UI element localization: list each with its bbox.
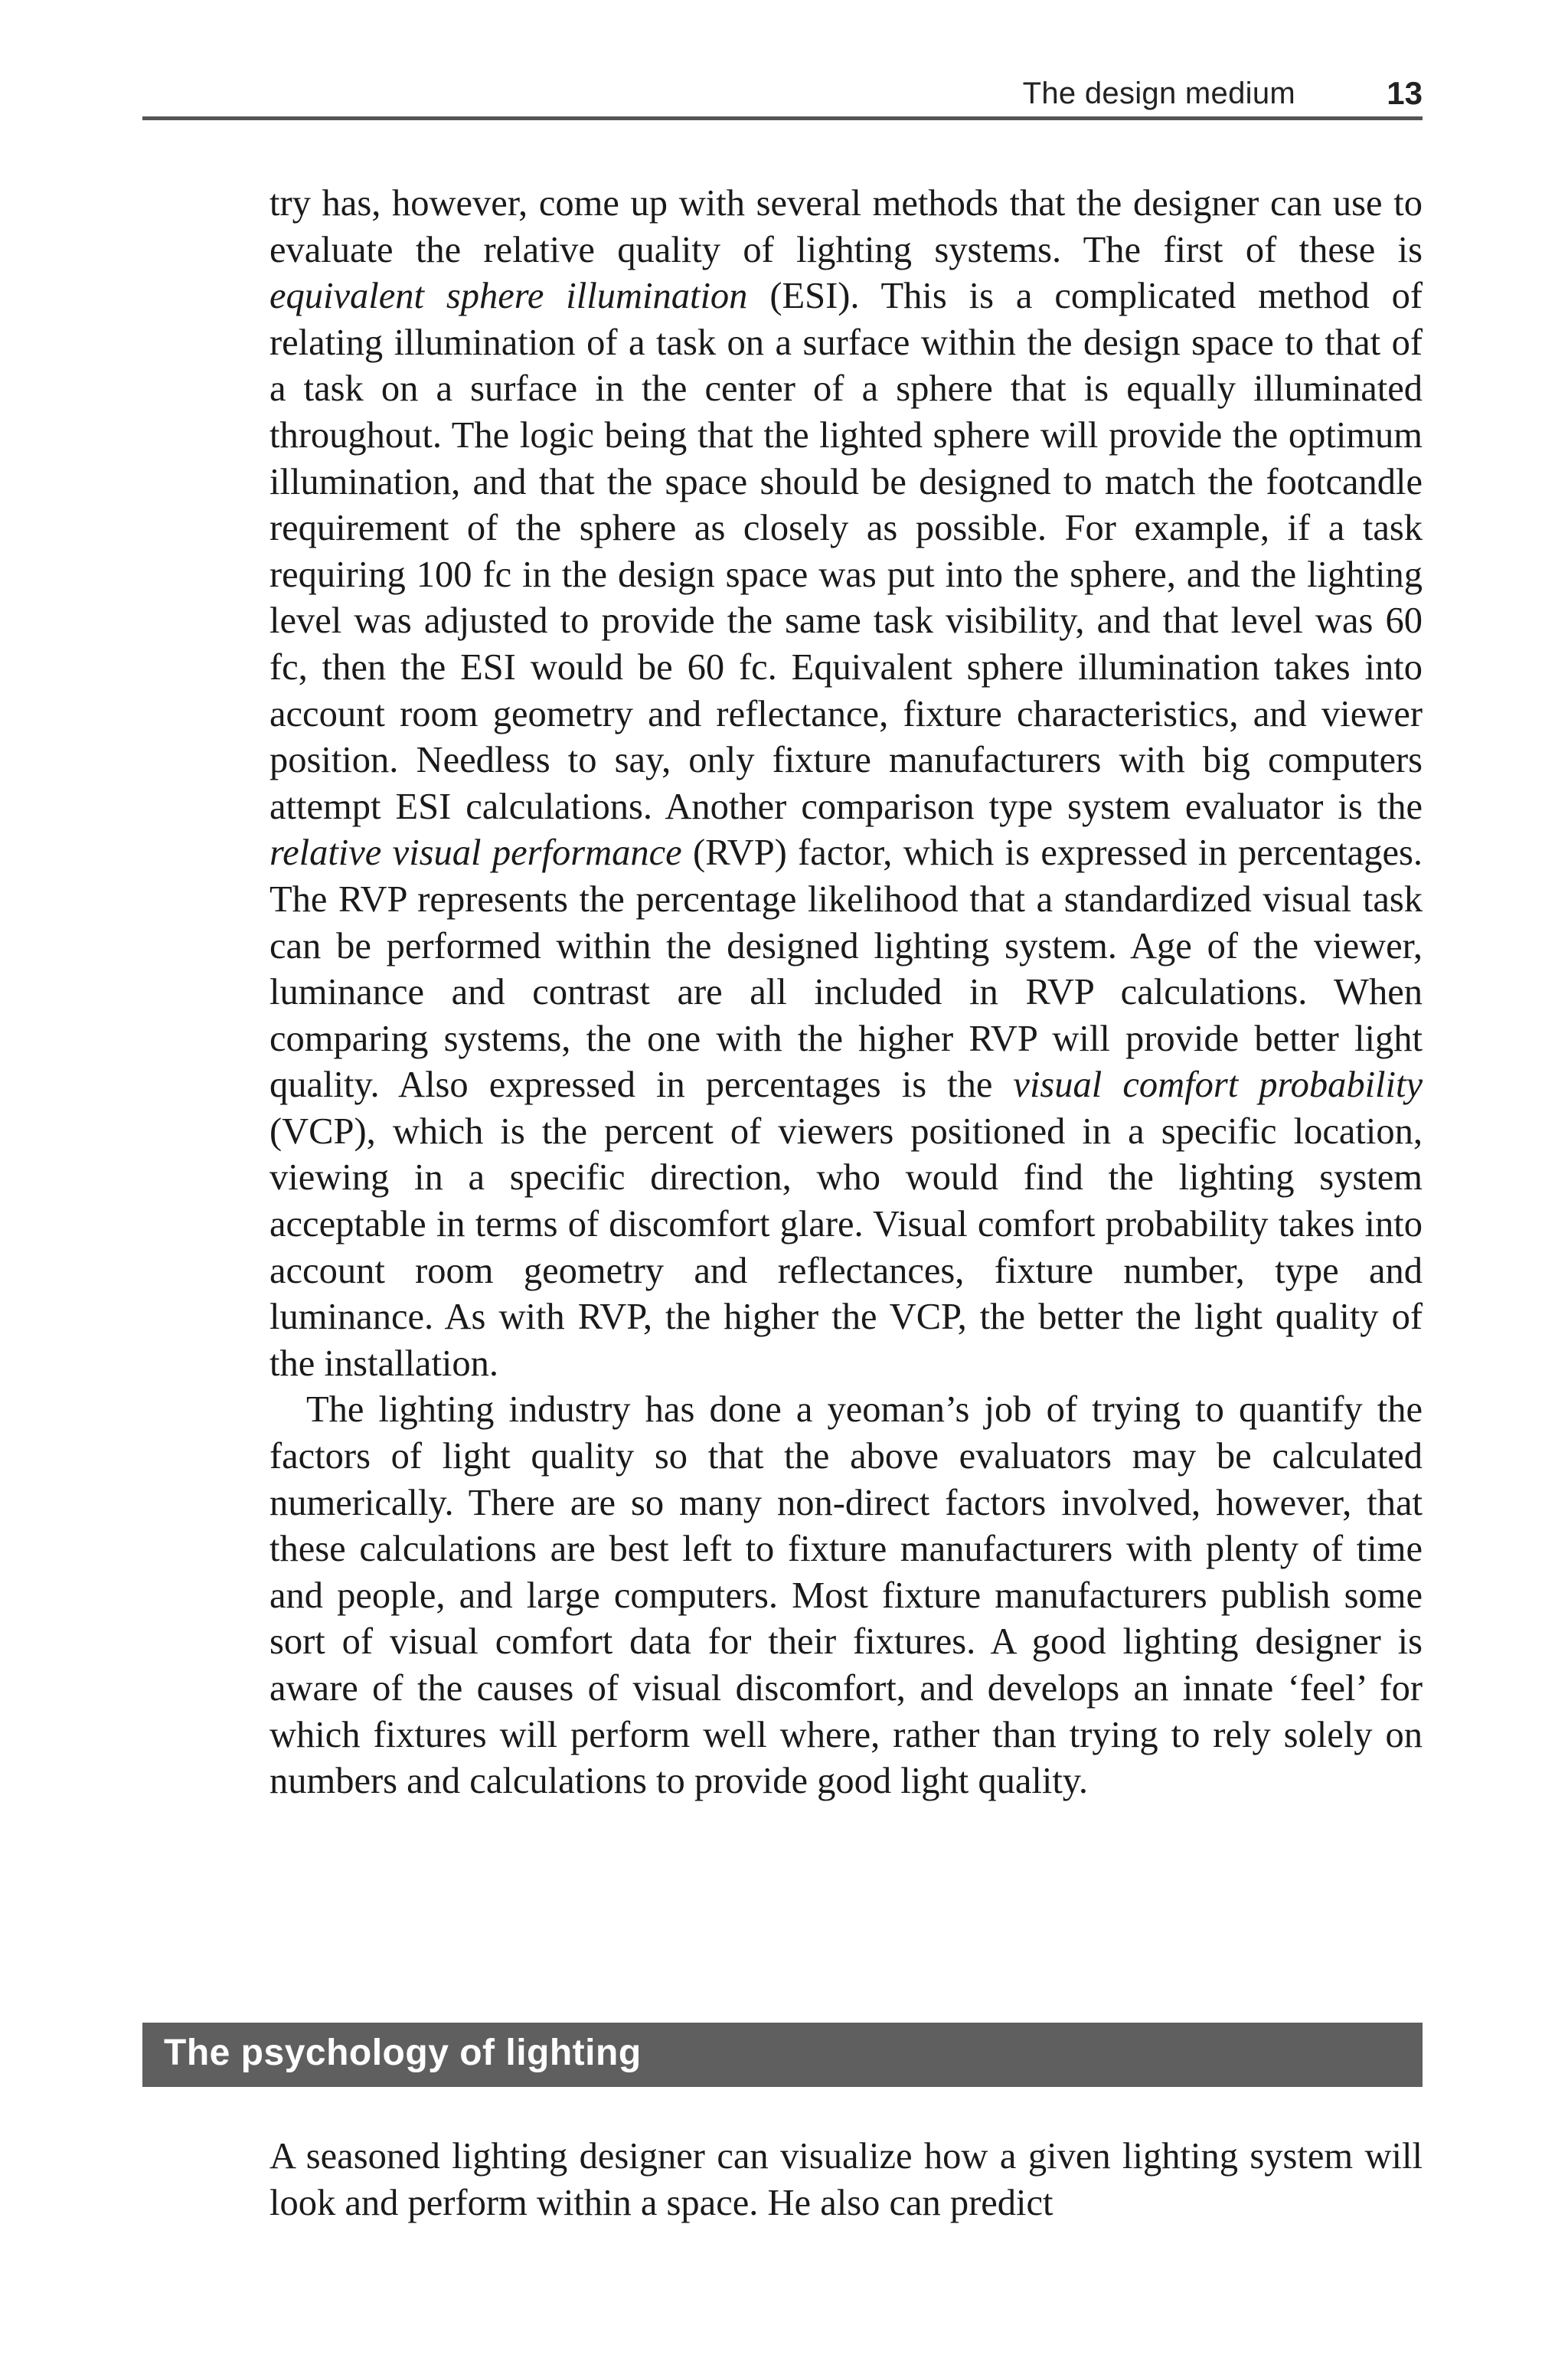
section-heading-bar xyxy=(142,2023,1423,2087)
header-rule xyxy=(142,116,1423,120)
paragraph-text: try has, however, come up with several methods that the designer can use to evaluate the relative quality of lighting systems. The first of these is xyxy=(270,183,1423,270)
paragraph: The lighting industry has done a yeoman’s job of trying to quantify the factors of light quality so that the above evaluators may be calculated numerically. There are so many non-direct factors involved, however, that these calculations are best left to fixture manufacturers with plenty of time and people, and large computers. Most fixture manufacturers publish some sort of visual comfort data for their fixtures. A good lighting designer is aware of the causes of visual discomfort, and develops an innate ‘feel’ for which fixtures will perform well where, rather than trying to rely solely on numbers and calculations to provide good light quality. xyxy=(270,1389,1423,1802)
section-heading: The psychology of lighting xyxy=(164,2033,642,2073)
term-esi: equivalent sphere illumination xyxy=(270,276,748,317)
paragraph: A seasoned lighting designer can visualize how a given lighting system will look and perform within a space. He also can predict xyxy=(270,2136,1423,2223)
paragraph-text: (RVP) factor, which is expressed in percentages. The RVP represents the percentage likelihood that a standardized visual task can be performed within the designed lighting system. Age of the viewer, luminance and contrast are all included in RVP calculations. When comparing systems, the one with the higher RVP will provide better light quality. Also expressed in percentages is the xyxy=(270,832,1423,1106)
paragraph-text: (ESI). This is a complicated method of relating illumination of a task on a surface within the design space to that of a task on a surface in the center of a sphere that is equally illuminated throughout. The logic being that the lighted sphere will provide the optimum illumination, and that the space should be designed to match the footcandle requirement of the sphere as closely as possible. For example, if a task requiring 100 fc in the design space was put into the sphere, and the lighting level was adjusted to provide the same task visibility, and that level was 60 fc, then the ESI would be 60 fc. Equivalent sphere illumination takes into account room geometry and reflectance, fixture characteristics, and viewer position. Needless to say, only fixture manufacturers with big computers attempt ESI calculations. Another comparison type system evaluator is the xyxy=(270,276,1423,827)
paragraph xyxy=(270,181,1423,1387)
section-body-text xyxy=(270,2134,1423,2226)
term-vcp: visual comfort probability xyxy=(1013,1065,1423,1106)
page-number: 13 xyxy=(1387,75,1423,111)
body-text xyxy=(270,181,1423,1805)
paragraph-text: (VCP), which is the percent of viewers positioned in a specific location, viewing in a specific direction, who would find the lighting system acceptable in terms of discomfort glare. Visual comfort probability takes into account room geometry and reflectances, fixture number, type and luminance. As with RVP, the higher the VCP, the better the light quality of the installation. xyxy=(270,1110,1423,1384)
running-head-title: The design medium xyxy=(1022,77,1295,110)
term-rvp: relative visual performance xyxy=(270,832,682,874)
running-head xyxy=(142,74,1423,116)
